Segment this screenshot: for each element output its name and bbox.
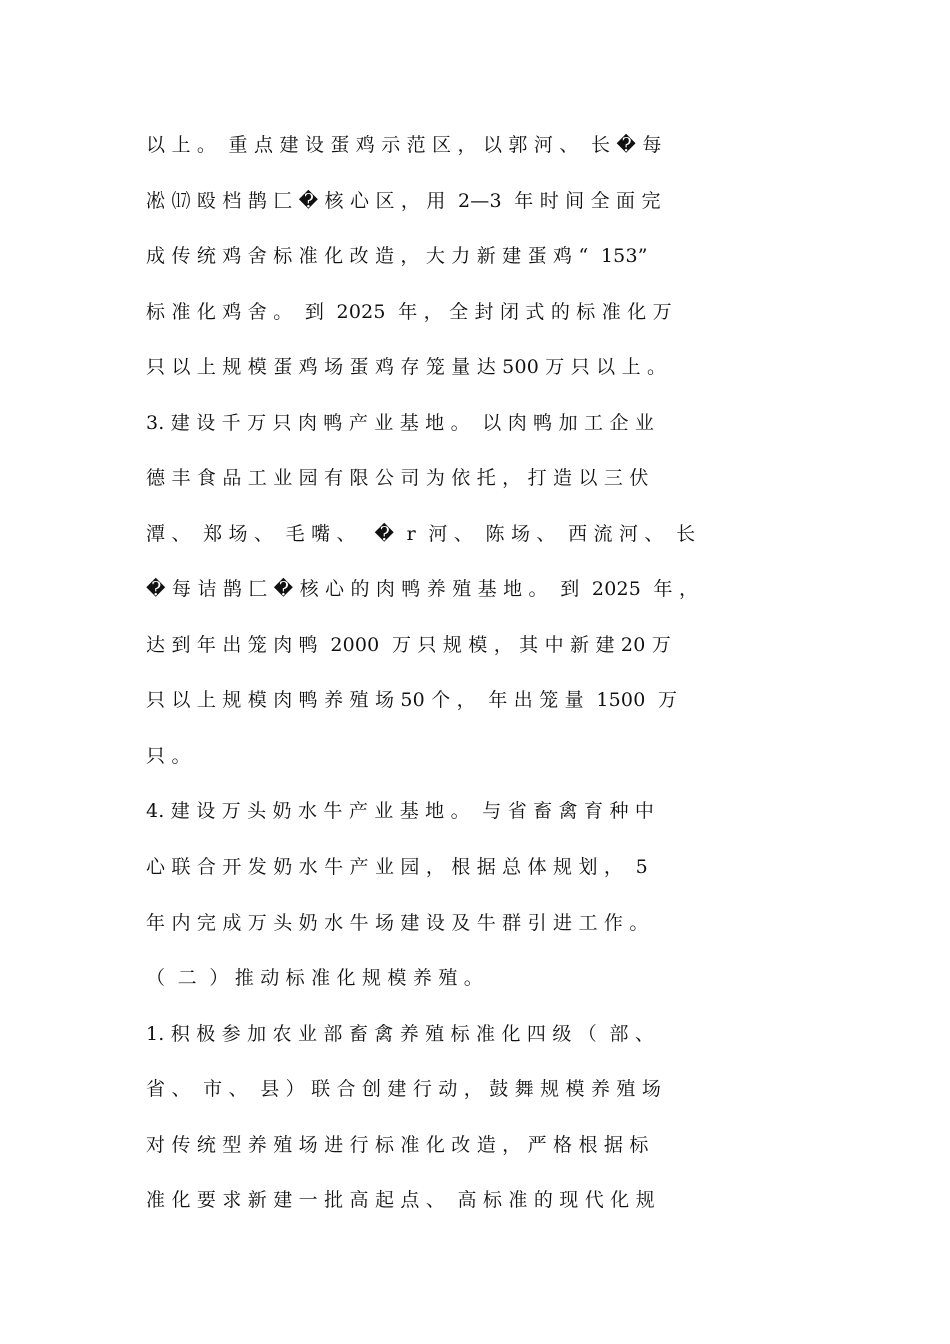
text-line: 4. 建 设 万 头 奶 水 牛 产 业 基 地 。 与 省 畜 禽 育 种 中 <box>146 800 655 822</box>
text-line: 德 丰 食 品 工 业 园 有 限 公 司 为 依 托 ， 打 造 以 三 伏 <box>146 467 649 489</box>
text-line: 1. 积 极 参 加 农 业 部 畜 禽 养 殖 标 准 化 四 级 （ 部 、 <box>146 1023 655 1045</box>
text-line: 以 上 。 重 点 建 设 蛋 鸡 示 范 区 ， 以 郭 河 、 长 � 每 <box>146 134 662 156</box>
text-line: 只 以 上 规 模 蛋 鸡 场 蛋 鸡 存 笼 量 达 500 万 只 以 上 。 <box>146 356 667 378</box>
text-line: 成 传 统 鸡 舍 标 准 化 改 造 ， 大 力 新 建 蛋 鸡 “ 153” <box>146 245 648 267</box>
text-line: 只 以 上 规 模 肉 鸭 养 殖 场 50 个 ， 年 出 笼 量 1500 万 <box>146 689 678 711</box>
text-line: 潭 、 郑 场 、 毛 嘴 、 � r 河 、 陈 场 、 西 流 河 、 长 <box>146 523 696 545</box>
text-line: 准 化 要 求 新 建 一 批 高 起 点 、 高 标 准 的 现 代 化 规 <box>146 1189 655 1211</box>
text-line: 只 。 <box>146 745 191 767</box>
text-line: 凇 ⒄ 殴 档 鹊 匚 � 核 心 区 ， 用 2—3 年 时 间 全 面 完 <box>146 190 661 212</box>
text-line: 达 到 年 出 笼 肉 鸭 2000 万 只 规 模 ， 其 中 新 建 20 万 <box>146 634 671 656</box>
text-line: 年 内 完 成 万 头 奶 水 牛 场 建 设 及 牛 群 引 进 工 作 。 <box>146 912 649 934</box>
text-line: � 每 诘 鹊 匚 � 核 心 的 肉 鸭 养 殖 基 地 。 到 2025 年 ， <box>146 578 699 600</box>
text-line: （ 二 ） 推 动 标 准 化 规 模 养 殖 。 <box>146 967 483 989</box>
text-line: 省 、 市 、 县 ） 联 合 创 建 行 动 ， 鼓 舞 规 模 养 殖 场 <box>146 1078 662 1100</box>
text-line: 标 准 化 鸡 舍 。 到 2025 年 ， 全 封 闭 式 的 标 准 化 万 <box>146 301 672 323</box>
text-line: 心 联 合 开 发 奶 水 牛 产 业 园 ， 根 据 总 体 规 划 ， 5 <box>146 856 648 878</box>
text-line: 3. 建 设 千 万 只 肉 鸭 产 业 基 地 。 以 肉 鸭 加 工 企 业 <box>146 412 655 434</box>
text-line: 对 传 统 型 养 殖 场 进 行 标 准 化 改 造 ， 严 格 根 据 标 <box>146 1134 649 1156</box>
